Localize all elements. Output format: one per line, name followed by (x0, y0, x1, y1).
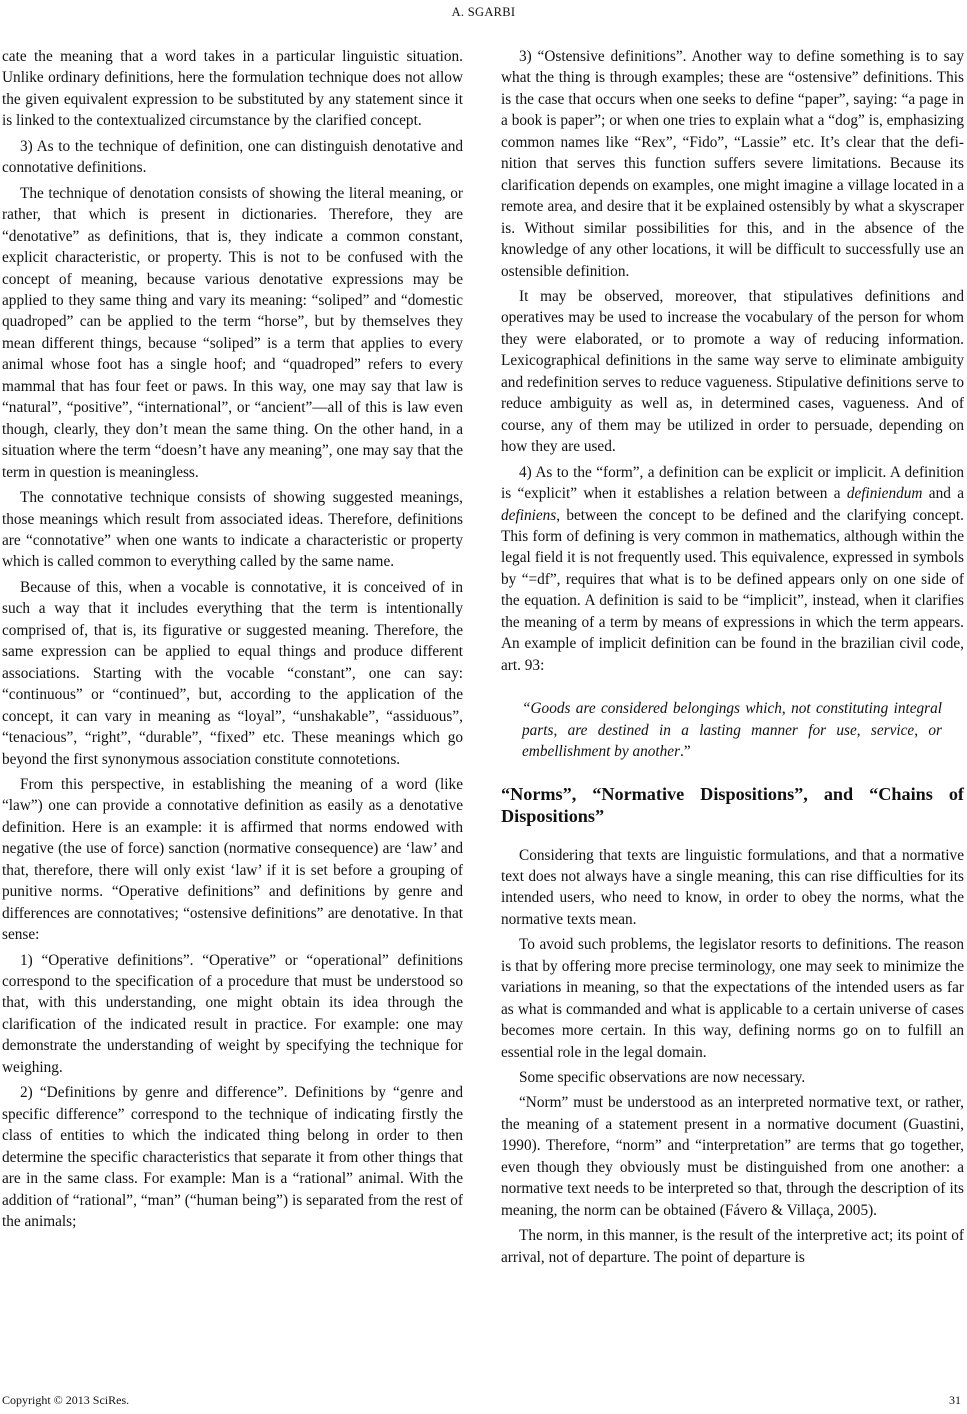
paragraph-text: and a (922, 485, 964, 503)
paragraph: cate the meaning that a word takes in a particular linguistic situation. Unlike ordinary definitions, here the formulation technique does not allow the given equivalent expression to be substituted by any statement since it is linked to the contextualized circumstance by the clarified concept. (2, 48, 463, 130)
paragraph: To avoid such problems, the legislator resorts to definitions. The reason is that by offering more precise terminology, one may seek to minimize the variations in meaning, so that the expectations of the intended users as far as what is commanded and what is applicable to a certain universe of cases becomes more certain. In this way, defining norms go on to fulfill an essential role in the legal domain. (501, 936, 964, 1061)
paragraph: It may be observed, moreover, that stipulatives definitions and operatives may be used to increase the vocabulary of the person for whom they were elaborated, or to promote a way of reducing information. Lexicographical definitions in the same way serve to eliminate ambiguity and redefinition serves to reduce vagueness. Stipulative definitions serve to reduce ambiguity as well as, in determined cases, vagueness. And of course, any of them may be utilized in order to persuade, depending on how they are used. (501, 287, 964, 456)
quote-text: not constituting integral parts (522, 700, 943, 739)
copyright-notice: Copyright © 2013 SciRes. (2, 1393, 130, 1407)
page-number: 31 (949, 1393, 961, 1407)
quote-text: “Goods are considered belongings which (522, 700, 782, 718)
paragraph: “Norm” must be understood as an interpreted normative text, or rather, the meaning of a statement present in a normative document (Guastini, 1990). Therefore, “norm” and “interpretation” are terms that go together, even though they obviously must be distinguished from one another: a normative text needs to be interpreted so that, through the description of its meaning, the norm can be obtained (Fávero & Villaça, 2005). (501, 1094, 964, 1219)
paragraph: 3) As to the technique of definition, one can distinguish denotative and connotative definitions. (2, 137, 463, 177)
paragraph-text: , between the concept to be defined and the clarifying concept. This form of defining is very common in mathematics, although within the legal field it is not frequently used. This equivalence, expressed in symbols by “=df”, requires that what is to be defined appears only on one side of the equation. A definition is said to be “implicit”, instead, when it clarifies the meaning of a term by means of expressions in which the term appears. An example of implicit definition can be found in the brazilian civil code, art. 93: (501, 506, 964, 674)
quote-text: are destined in a lasting manner for use (567, 721, 857, 739)
paragraph: 1) “Operative definitions”. “Operative” or “operational” definitions correspond to the specification of a procedure that must be understood so that, with this understanding, one might obtain its idea through the clarification of the indicated result in practice. For example: one may demonstrate the understanding of weight by specifying the technique for weighing. (2, 951, 463, 1076)
term-definiens: definiens (501, 506, 557, 524)
paragraph: Because of this, when a vocable is connotative, it is conceived of in such a way that it includes everything that the term is intentionally comprised of, that is, its figurative or suggested meaning. Therefore, the same expression can be applied to equal things and produce different associations. Starting with the vocable “constant”, one can say: “continuous” or “continued”, but, according to the application of the concept, it can vary in meaning as “loyal”, “unshakable”, “assiduous”, “tenacious”, “right”, “durable”, “fixed” etc. These meanings which go beyond the first synonymous association constitute connotetions. (2, 578, 463, 768)
quote-text: .” (680, 743, 691, 761)
paragraph: Some specific observations are now necessary. (519, 1069, 806, 1087)
quote-text: , (553, 721, 568, 739)
quote-text: or embellishment by another (522, 721, 942, 761)
paragraph: 3) “Ostensive definitions”. Another way to define something is to say what the thing is through examples; these are “ostensive” definitions. This is the case that occurs when one seeks to define “paper”, saying: “a page in a book is paper”; or when one tries to explain what a “dog” is, emphasizing common names like “Rex”, “Fido”, “Lassie” etc. It’s clear that the definition that serves this function suffers severe limitations. Because its clarification depends on examples, one might imagine a village located in a remote area, and desire that it be explained ostensibly by what a skyscraper is. Without similar possibilities for this, and in the absence of the knowledge of any other locations, it will be difficult to successfully use an ostensible definition. (501, 48, 964, 280)
section-heading: “Norms”, “Normative Dispositions”, and “Chains of Dispositions” (501, 783, 964, 826)
paragraph: From this perspective, in establishing the meaning of a word (like “law”) one can provide a connotative definition as easily as a denotative definition. Here is an example: it is affirmed that norms endowed with negative (the use of force) sanction (normative consequence) are ‘law’ and that, therefore, there will only exist ‘law’ if it is set before a grouping of punitive norms. “Operative definitions” and definitions by genre and differences are connotatives; “ostensive definitions” are denotative. In that sense: (2, 775, 463, 944)
paragraph (501, 462, 964, 677)
left-column (2, 46, 463, 1236)
quote-text: , (914, 721, 929, 739)
paragraph: Considering that texts are linguistic formulations, and that a normative text does not always have a single meaning, this can rise difficulties for its intended users, who need to know, in order to obey the norms, what the normative texts mean. (501, 846, 964, 928)
right-column (501, 46, 964, 1272)
quote-text: , (781, 700, 792, 718)
running-head: A. SGARBI (451, 5, 516, 19)
paragraph-text: 4) As to the “form”, a definition can be explicit or implicit. A definition is “explicit” when it establishes a relation between a (501, 463, 964, 503)
quote-text: service (870, 721, 915, 739)
paragraph: The norm, in this manner, is the result of the interpretive act; its point of arrival, not of departure. The point of departure is (501, 1227, 964, 1266)
paragraph: The connotative technique consists of showing suggested meanings, those meanings which result from associated ideas. Therefore, definitions are “connotative” when one wants to indicate a characteristic or property which is called common to everything called by the same name. (2, 489, 463, 571)
paragraph: The technique of denotation consists of showing the literal meaning, or rather, that which is present in dictionaries. Therefore, they are “denotative” as definitions, that is, they indicate a common constant, explicit characteristic, or property. This is not to be confused with the concept of meaning, because various denotative expressions may be applied to they same thing and vary its meaning: “soliped” and “domestic quadroped” can be applied to the term “horse”, but by themselves they mean different things, because “soliped” is a term that applies to every animal whose foot has a single hoof; and “quadroped” refers to every mammal that has four feet or paws. In this way, one may say that law is “natural”, “positive”, “international”, or “ancient”—all of this is law even though, clearly, they don’t mean the same thing. On the other hand, in a situation where the term “doesn’t have any meaning”, one may say that the term in question is meaningless. (2, 184, 463, 481)
term-definiendum: definiendum (846, 485, 923, 503)
paragraph: 2) “Definitions by genre and difference”. Definitions by “genre and specific difference” correspond to the technique of indicating firstly the class of entities to which the indicated thing belong in order to then determine the specific characteristics that separate it from other things that are in the same class. For example: Man is a “rational” animal. With the addition of “rational”, “man” (“human being”) is separated from the rest of the animals; (2, 1084, 463, 1231)
quote-text: , (856, 721, 871, 739)
block-quote (522, 698, 942, 762)
